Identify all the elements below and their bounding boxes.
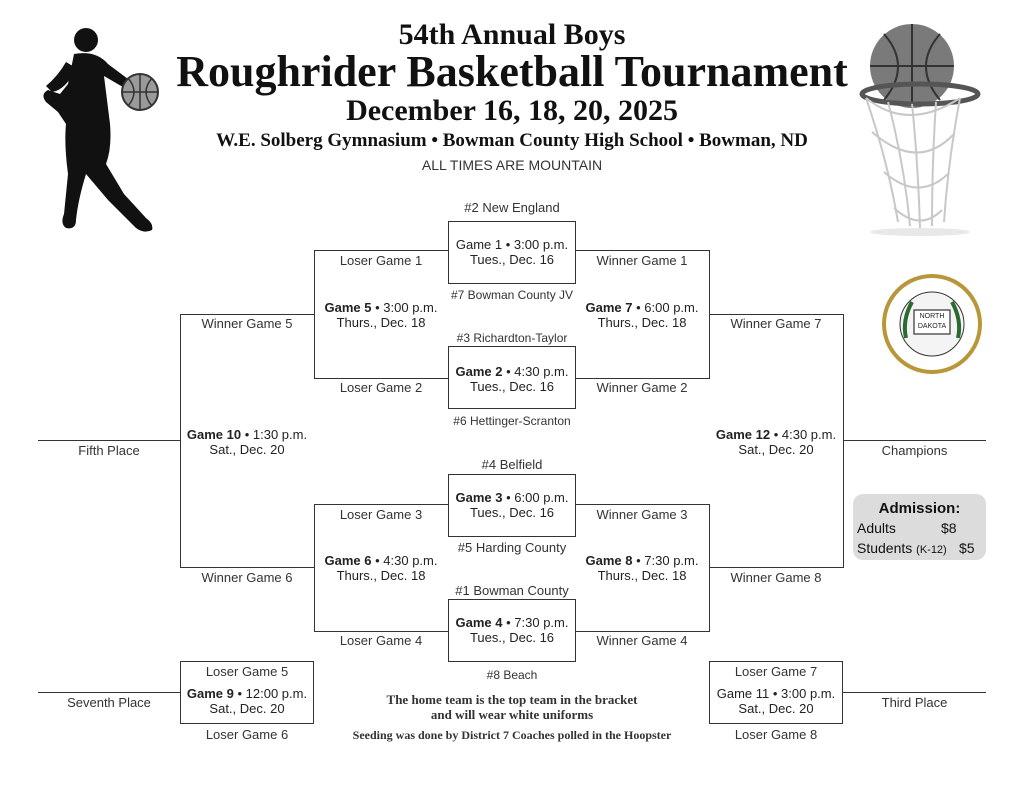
label-loser-game-4: Loser Game 4 (339, 633, 423, 648)
game-9-day: Sat., Dec. 20 (209, 701, 285, 716)
label-loser-game-5: Loser Game 5 (205, 664, 289, 679)
students-label-text: Students (857, 540, 913, 556)
label-third-place: Third Place (881, 695, 948, 710)
game-10-info (180, 427, 314, 457)
admission-panel (853, 494, 986, 560)
label-winner-game-1: Winner Game 1 (596, 253, 688, 268)
game-8-name: Game 8 (585, 553, 633, 568)
game-12-time: • 4:30 p.m. (770, 427, 837, 442)
game-4-info (448, 615, 576, 645)
label-loser-game-3: Loser Game 3 (339, 507, 423, 522)
team-new-england: #2 New England (464, 200, 560, 215)
game-12-name: Game 12 (715, 427, 771, 442)
game-9-info (180, 686, 314, 716)
label-winner-game-4: Winner Game 4 (596, 633, 688, 648)
game-2-time: • 4:30 p.m. (502, 364, 569, 379)
game-5-time: • 3:00 p.m. (371, 300, 438, 315)
label-loser-game-7: Loser Game 7 (734, 664, 818, 679)
game-7-info (575, 300, 709, 330)
home-team-note-line-1: The home team is the top team in the bracket (386, 692, 638, 707)
game-6-name: Game 6 (324, 553, 372, 568)
team-bowman-county-jv: #7 Bowman County JV (450, 288, 574, 302)
game-1-day: Tues., Dec. 16 (469, 252, 555, 267)
admission-adults-price: $8 (941, 520, 957, 536)
students-grades: (K-12) (916, 544, 947, 556)
game-7-day: Thurs., Dec. 18 (597, 315, 687, 330)
admission-students-label (857, 540, 947, 556)
label-loser-game-2: Loser Game 2 (339, 380, 423, 395)
seal-state-text: NORTH DAKOTA (917, 313, 947, 330)
label-fifth-place: Fifth Place (78, 443, 140, 458)
game-3-day: Tues., Dec. 16 (469, 505, 555, 520)
game-4-name: Game 4 (455, 615, 503, 630)
seeding-note: Seeding was done by District 7 Coaches polled in the Hoopster (352, 728, 672, 742)
admission-adults-label: Adults (857, 520, 896, 536)
event-title: Roughrider Basketball Tournament (176, 47, 848, 96)
team-richardton-taylor: #3 Richardton-Taylor (456, 331, 568, 345)
game-10-day: Sat., Dec. 20 (209, 442, 285, 457)
label-winner-game-3: Winner Game 3 (596, 507, 688, 522)
game-6-time: • 4:30 p.m. (371, 553, 438, 568)
game-2-info (448, 364, 576, 394)
game-5-info (314, 300, 448, 330)
label-winner-game-8: Winner Game 8 (730, 570, 822, 585)
event-venue: W.E. Solberg Gymnasium • Bowman County High School • Bowman, ND (216, 130, 808, 151)
game-1-name: Game 1 (455, 237, 503, 252)
game-3-name: Game 3 (455, 490, 503, 505)
game-11-name: Game 11 • 3:00 p.m. (716, 686, 836, 701)
event-dates: December 16, 18, 20, 2025 (346, 94, 678, 127)
label-winner-game-6: Winner Game 6 (201, 570, 293, 585)
game-7-time: • 6:00 p.m. (632, 300, 699, 315)
ndhsaa-seal-logo (880, 272, 984, 376)
game-4-day: Tues., Dec. 16 (469, 630, 555, 645)
admission-title: Admission: (878, 500, 961, 517)
game-9-name: Game 9 (186, 686, 234, 701)
game-7-name: Game 7 (585, 300, 633, 315)
game-2-name: Game 2 (455, 364, 503, 379)
label-loser-game-8: Loser Game 8 (734, 727, 818, 742)
game-1-info (448, 237, 576, 267)
game-8-info (575, 553, 709, 583)
team-harding-county: #5 Harding County (457, 540, 567, 555)
label-winner-game-7: Winner Game 7 (730, 316, 822, 331)
game-8-time: • 7:30 p.m. (632, 553, 699, 568)
game-8-day: Thurs., Dec. 18 (597, 568, 687, 583)
game-12-day: Sat., Dec. 20 (738, 442, 814, 457)
game-3-time: • 6:00 p.m. (502, 490, 569, 505)
game-11-day: Sat., Dec. 20 (738, 701, 814, 716)
team-bowman-county: #1 Bowman County (455, 583, 569, 598)
label-winner-game-5: Winner Game 5 (201, 316, 293, 331)
game-1-time: • 3:00 p.m. (502, 237, 569, 252)
game-12-info (709, 427, 843, 457)
label-champions: Champions (881, 443, 948, 458)
game-5-name: Game 5 (324, 300, 372, 315)
home-team-note-line-2: and will wear white uniforms (430, 707, 594, 722)
team-beach: #8 Beach (486, 668, 538, 682)
game-4-time: • 7:30 p.m. (502, 615, 569, 630)
game-6-day: Thurs., Dec. 18 (336, 568, 426, 583)
game-3-info (448, 490, 576, 520)
game-5-day: Thurs., Dec. 18 (336, 315, 426, 330)
game-2-day: Tues., Dec. 16 (469, 379, 555, 394)
times-note: ALL TIMES ARE MOUNTAIN (421, 157, 603, 173)
game-10-name: Game 10 (186, 427, 242, 442)
admission-students-price: $5 (959, 540, 975, 556)
label-seventh-place: Seventh Place (67, 695, 151, 710)
team-hettinger-scranton: #6 Hettinger-Scranton (453, 414, 571, 428)
team-belfield: #4 Belfield (481, 457, 543, 472)
event-edition: 54th Annual Boys (398, 18, 626, 51)
label-loser-game-1: Loser Game 1 (339, 253, 423, 268)
game-6-info (314, 553, 448, 583)
label-winner-game-2: Winner Game 2 (596, 380, 688, 395)
game-11-info (709, 686, 843, 716)
game-9-time: • 12:00 p.m. (233, 686, 308, 701)
label-loser-game-6: Loser Game 6 (205, 727, 289, 742)
game-10-time: • 1:30 p.m. (241, 427, 308, 442)
